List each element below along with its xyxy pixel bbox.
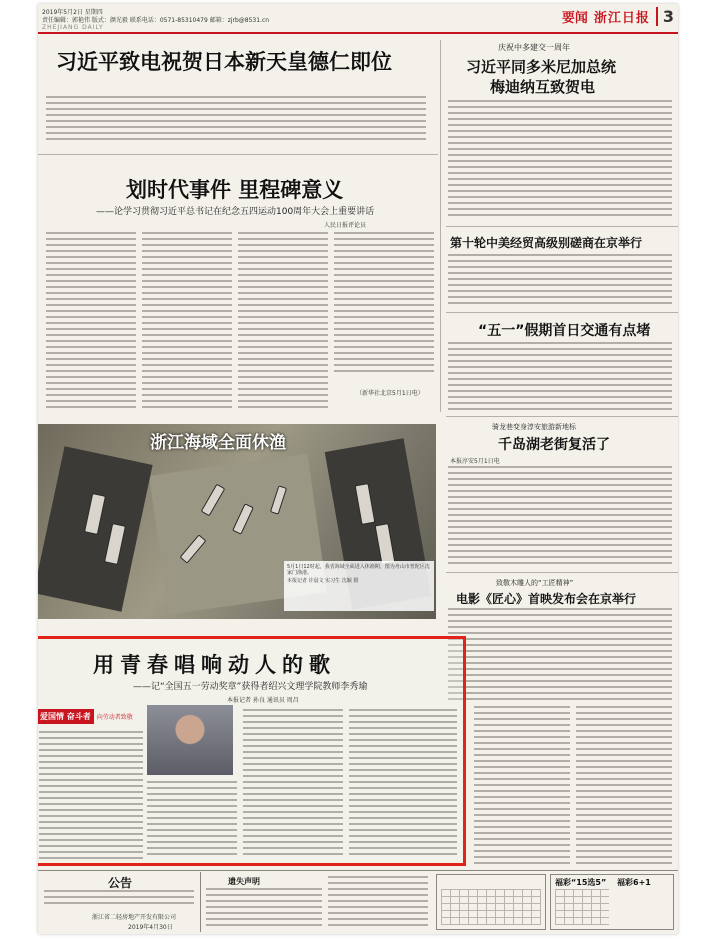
lost-notice-body-2 [328,876,428,928]
page-number: 3 [656,7,674,26]
lottery-grid [555,889,609,925]
column-badge [38,707,147,725]
featured-story-frame [38,636,466,866]
qiandao-byline: 本报淳安5月1日电 [450,458,500,465]
feature-col-2 [147,781,237,859]
notice-date: 2019年4月30日 [128,924,173,931]
lead-headline: 习近平致电祝贺日本新天皇德仁即位 [56,50,392,74]
section-divider [38,154,438,155]
fishing-port-photo [38,424,436,619]
bottom-column-rule [200,872,201,932]
masthead-rule [38,32,678,34]
feature-col-4 [349,709,457,859]
masthead-brand [562,7,674,26]
commentary-col-2 [142,232,232,410]
side-body-text [448,100,672,220]
masthead [38,4,678,34]
teacher-portrait [147,705,233,775]
lost-notice-body [206,888,322,928]
commentary-col-1 [46,232,136,410]
side-divider [446,416,678,417]
photo-credit: 本报记者 许晨文 实习生 沈颖 摄 [287,578,359,584]
side-divider [446,312,678,313]
feature-subhead: ——记“全国五一劳动奖章”获得者绍兴文理学院教师李秀瑜 [133,682,368,692]
commentary-col-4 [334,232,434,372]
traffic-body [448,342,672,412]
lead-body-text [46,96,426,144]
column-rule [440,40,441,412]
lottery-table-2 [550,874,674,930]
lottery-title-2: 福彩6+1 [617,878,651,887]
side-kicker: 庆祝中多建交一周年 [498,43,570,52]
film-body [448,608,672,700]
photo-caption-box [284,561,434,611]
commentary-headline: 划时代事件 里程碑意义 [126,178,344,202]
lottery-title-1: 福彩“15选5” [555,878,607,887]
badge-sublabel: 向劳动者致敬 [96,713,133,721]
editor-credits: 责任编辑：郭艳伟 版式：颜光毅 联系电话：0571-85310479 邮箱：zjrb@8531.cn [42,17,270,24]
lottery-grid [441,889,541,925]
section-label: 要闻 [561,11,588,26]
issue-date: 2019年5月2日 星期四 [42,9,103,16]
photo-title: 浙江海域全面休渔 [150,433,286,453]
masthead-english: ZHEJIANG DAILY [42,24,104,31]
side-headline-1: 习近平同多米尼加总统 [466,58,617,76]
film-headline: 电影《匠心》首映发布会在京举行 [456,592,637,606]
feature-headline: 用青春唱响动人的歌 [93,653,336,677]
side-divider [446,226,678,227]
feature-col-3 [243,709,343,859]
classifieds-strip [38,870,678,934]
badge-label: 爱国情 奋斗者 [38,709,94,724]
newspaper-logo: 浙江日报 [593,11,650,26]
commentary-byline: 人民日报评论员 [324,222,367,229]
feature-col-1 [39,731,143,859]
qiandao-kicker: 骑龙巷变身淳安旅游新地标 [492,423,576,431]
film-kicker: 致敬木雕人的“工匠精神” [496,579,574,587]
bottom-rule [38,870,678,871]
dialogue-body [448,254,672,308]
lost-notice-title: 遗失声明 [228,877,260,886]
notice-body [44,890,194,908]
dialogue-headline: 第十轮中美经贸高级别磋商在京举行 [450,236,643,250]
lower-right-col-2 [576,706,672,864]
qiandao-headline: 千岛湖老街复活了 [498,437,610,453]
commentary-dateline: （新华社北京5月1日电） [356,390,424,397]
side-headline-2: 梅迪纳互致贺电 [490,78,596,96]
feature-byline: 本报记者 孙良 通讯员 周昌 [227,697,299,704]
commentary-subhead: ——论学习贯彻习近平总书记在纪念五四运动100周年大会上重要讲话 [96,207,375,217]
photo-caption: 5月1日12时起，我省海域全面进入休渔期，图为舟山市普陀区沈家门渔港。 [287,564,430,576]
traffic-headline: “五一”假期首日交通有点堵 [478,323,651,339]
lower-right-col-1 [474,706,570,864]
lottery-table-1 [436,874,546,930]
notice-signature: 浙江省二轻房地产开发有限公司 [92,914,177,921]
commentary-col-3 [238,232,328,410]
notice-title: 公告 [108,876,133,890]
qiandao-body [448,466,672,568]
newspaper-page [38,4,678,934]
side-divider [446,572,678,573]
